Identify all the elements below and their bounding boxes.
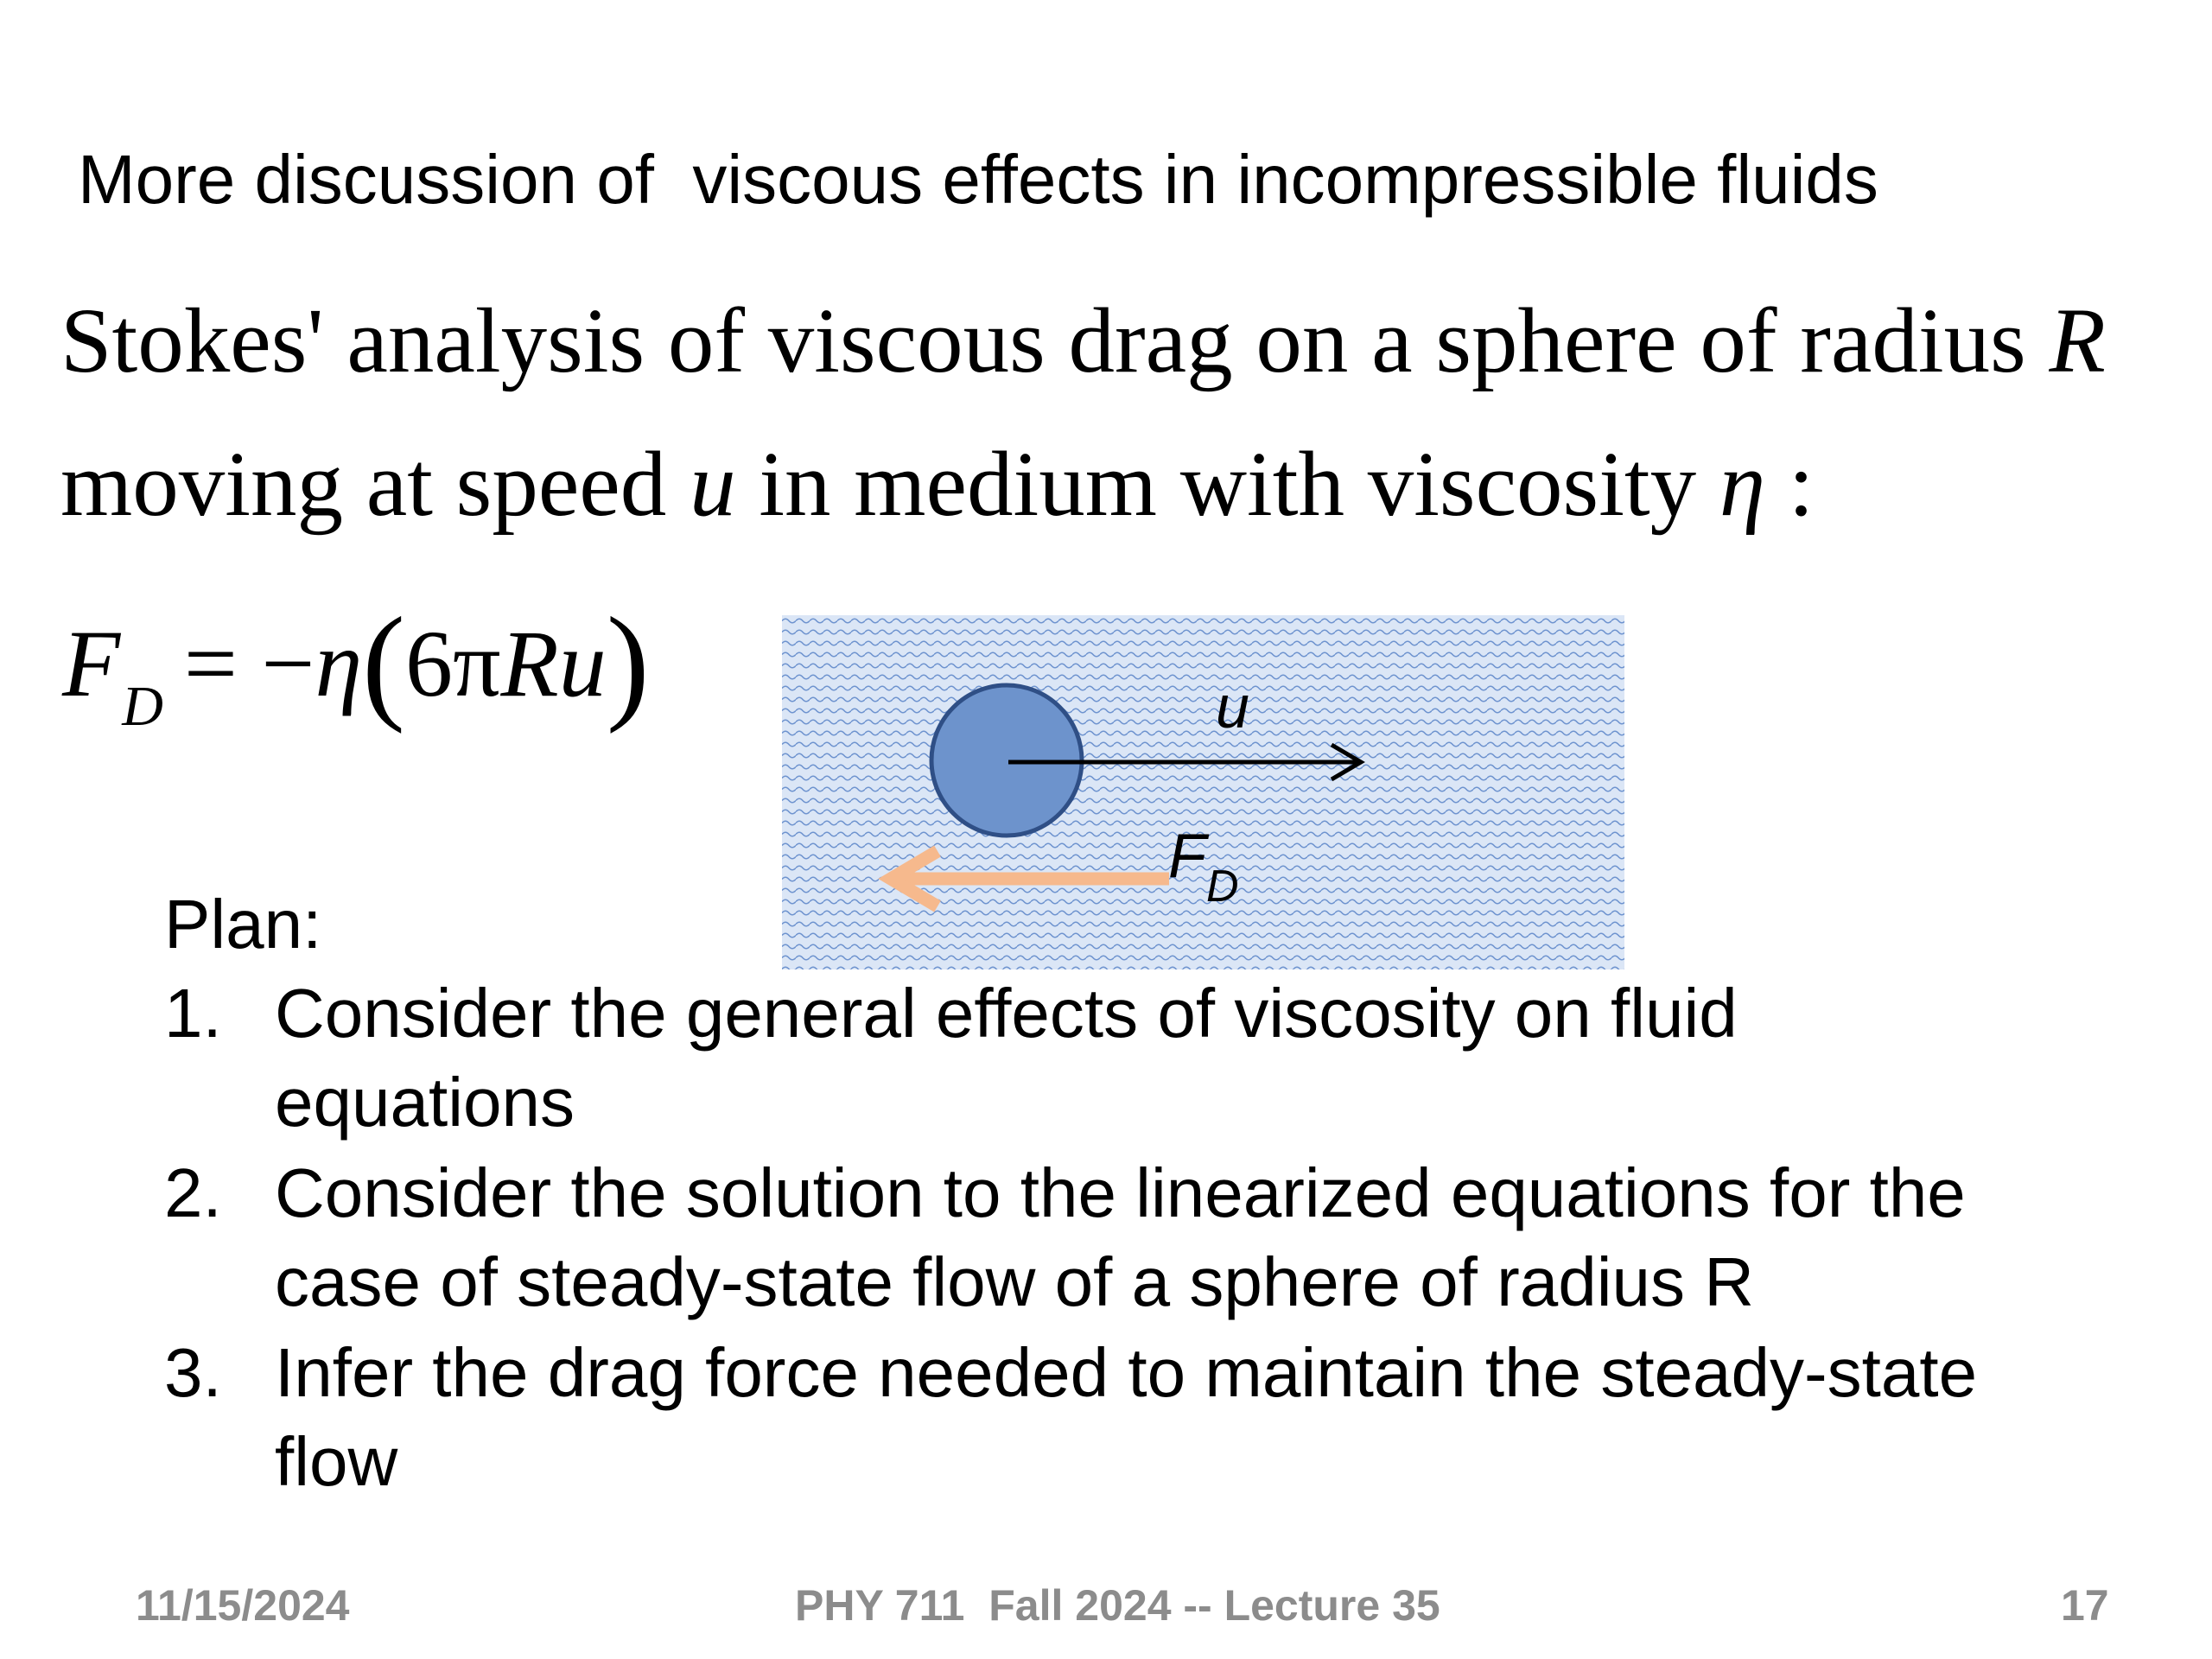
plan-item-number: 2. [164, 1154, 222, 1231]
plan-item [164, 1148, 1979, 1326]
formula-force-symbol: F [62, 611, 121, 716]
plan-item [164, 1328, 1979, 1506]
fluid-wave-pattern [782, 615, 1624, 969]
formula-close-paren: ) [606, 591, 650, 734]
drag-force-symbol: F [1168, 822, 1206, 891]
formula-radius-speed: Ru [500, 611, 607, 716]
formula-six-pi: 6π [404, 611, 501, 716]
plan-item-text: Consider the general effects of viscosity on fluid equations [275, 975, 1738, 1141]
footer-page-number: 17 [2061, 1581, 2109, 1630]
footer-course: PHY 711 Fall 2024 -- Lecture 35 [795, 1581, 1440, 1630]
plan-item-text: Consider the solution to the linearized equations for the case of steady-state flow of a sphere of radius R [275, 1154, 1966, 1320]
stokes-statement-line-1 [60, 290, 2106, 392]
velocity-label: u [1216, 673, 1249, 741]
stokes-statement-line-2 [60, 434, 1815, 536]
plan-list [164, 969, 1979, 1508]
stokes-statement-text: Stokes' analysis of viscous drag on a sphere of radius [60, 290, 2050, 392]
slide-title: More discussion of viscous effects in incompressible fluids [78, 141, 1878, 218]
plan-item-number: 1. [164, 975, 222, 1052]
stokes-statement-text-c: : [1765, 434, 1815, 536]
stokes-statement-text-a: moving at speed [60, 434, 690, 536]
formula-eta: η [315, 611, 363, 716]
plan-item [164, 969, 1979, 1147]
drag-force-subscript: D [1205, 861, 1239, 912]
plan-item-text: Infer the drag force needed to maintain the steady-state flow [275, 1334, 1978, 1500]
plan-label: Plan: [164, 886, 322, 963]
fluid-sphere-diagram [782, 615, 1624, 969]
formula-force-subscript: D [122, 675, 163, 738]
radius-variable: R [2049, 290, 2106, 392]
footer-date: 11/15/2024 [136, 1581, 350, 1630]
stokes-statement-text-b: in medium with viscosity [735, 434, 1719, 536]
formula-open-paren: ( [362, 591, 405, 734]
drag-force-formula [62, 588, 650, 738]
viscosity-variable: η [1719, 434, 1765, 536]
formula-equals-minus: = − [183, 611, 315, 716]
plan-item-number: 3. [164, 1334, 222, 1411]
speed-variable: u [690, 434, 736, 536]
